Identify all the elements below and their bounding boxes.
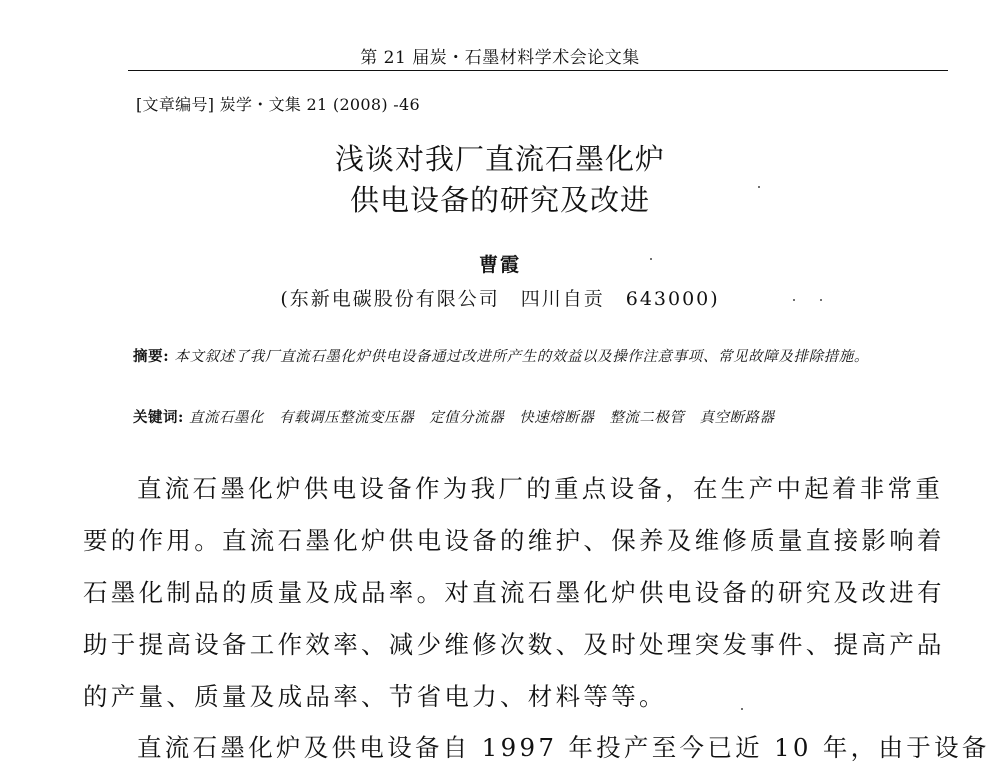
scan-speck — [758, 186, 760, 188]
keyword: 直流石墨化 — [188, 410, 264, 426]
keyword: 整流二极管 — [609, 410, 685, 426]
author-affiliation: (东新电碳股份有限公司 四川自贡 643000) — [280, 288, 720, 310]
title-line-2: 供电设备的研究及改进 — [349, 183, 650, 217]
scan-speck — [820, 299, 822, 301]
abstract-text: 本文叙述了我厂直流石墨化炉供电设备通过改进所产生的效益以及操作注意事项、常见故障及排除措施。 — [174, 349, 869, 365]
scan-speck — [793, 299, 795, 301]
header-rule — [128, 70, 948, 71]
keyword: 真空断路器 — [699, 410, 775, 426]
keywords — [133, 406, 953, 427]
body-line: 的产量、质量及成品率、节省电力、材料等等。 — [83, 682, 667, 711]
abstract — [133, 345, 933, 369]
keyword: 有载调压整流变压器 — [279, 410, 415, 426]
body-line: 石墨化制品的质量及成品率。对直流石墨化炉供电设备的研究及改进有 — [83, 578, 945, 607]
keyword: 快速熔断器 — [519, 410, 595, 426]
keyword: 定值分流器 — [429, 410, 505, 426]
article-number: [文章编号] 炭学・文集 21 (2008) -46 — [136, 95, 420, 114]
keywords-label: 关键词: — [133, 409, 184, 426]
body-line: 助于提高设备工作效率、减少维修次数、及时处理突发事件、提高产品 — [83, 630, 945, 659]
title-line-1: 浅谈对我厂直流石墨化炉 — [334, 142, 665, 176]
body-line: 要的作用。直流石墨化炉供电设备的维护、保养及维修质量直接影响着 — [83, 526, 945, 555]
author-name: 曹霞 — [478, 254, 521, 276]
running-header: 第 21 届炭・石墨材料学术会论文集 — [360, 48, 640, 68]
body-line: 直流石墨化炉及供电设备自 1997 年投产至今已近 10 年，由于设备 — [137, 733, 990, 762]
scan-speck — [650, 258, 652, 260]
body-line: 直流石墨化炉供电设备作为我厂的重点设备，在生产中起着非常重 — [137, 474, 944, 503]
scan-speck — [741, 708, 743, 710]
abstract-label: 摘要: — [133, 348, 170, 365]
